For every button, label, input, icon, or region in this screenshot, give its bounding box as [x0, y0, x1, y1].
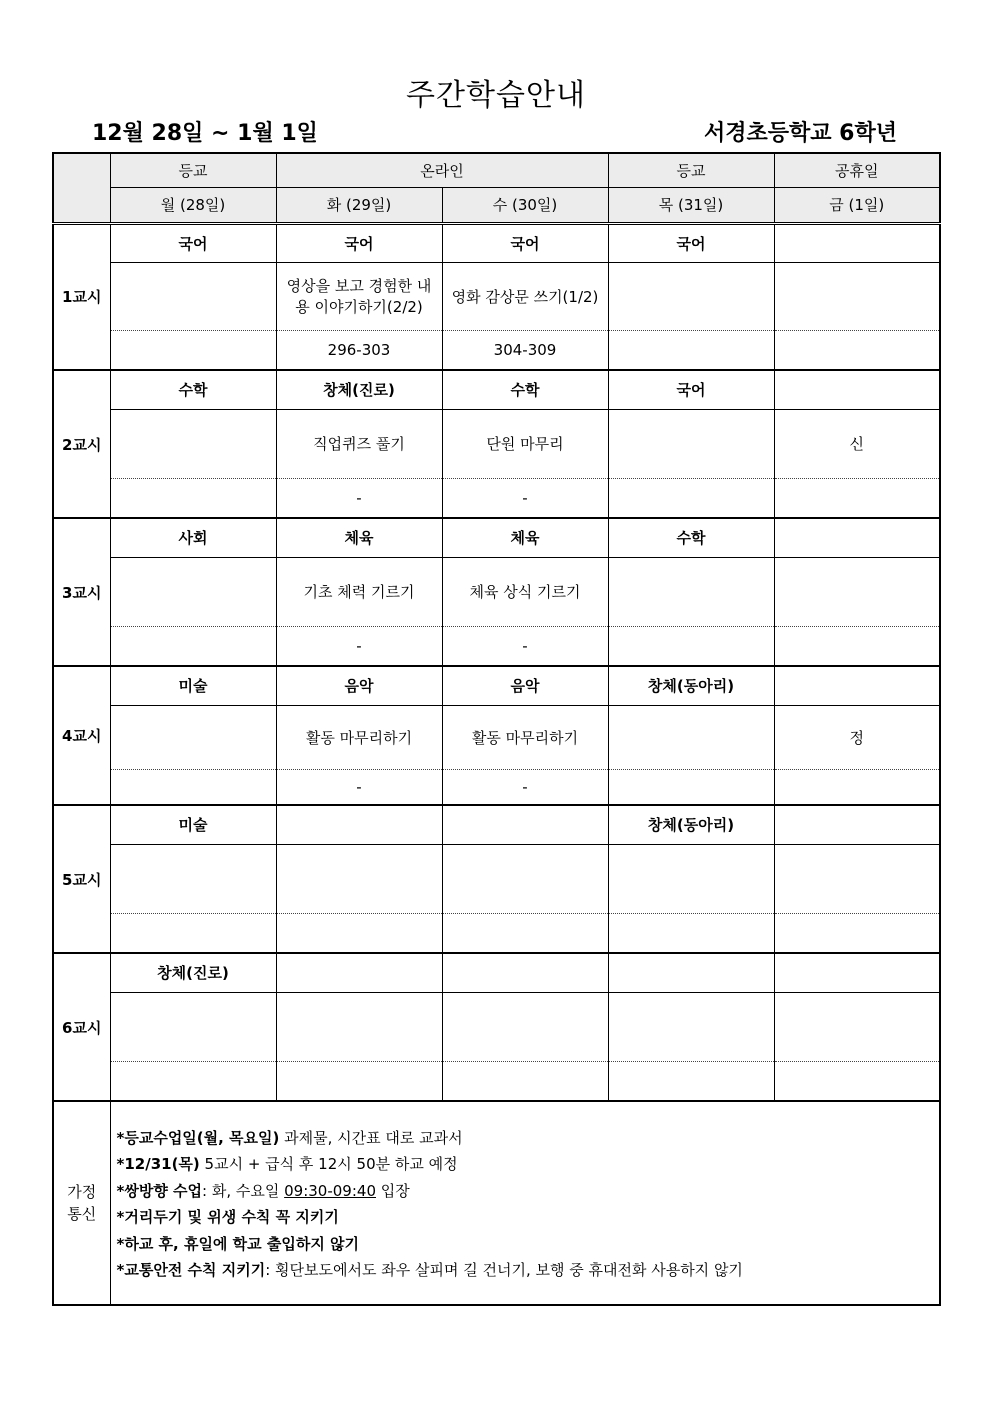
content-cell [774, 262, 940, 330]
mode-mon: 등교 [110, 153, 276, 187]
content-cell [608, 844, 774, 913]
content-cell [774, 557, 940, 626]
subject-cell: 수학 [442, 370, 608, 409]
page-cell [774, 1061, 940, 1101]
content-cell [608, 409, 774, 478]
content-cell [110, 557, 276, 626]
subject-cell: 창체(진로) [110, 953, 276, 992]
subject-cell [774, 953, 940, 992]
notice-line-text: : 횡단보도에서도 좌우 살피며 길 건너기, 보행 중 휴대전화 사용하지 않기 [265, 1261, 743, 1279]
page-cell [774, 769, 940, 805]
page-cell [774, 330, 940, 370]
page-cell [442, 1061, 608, 1101]
subject-cell: 수학 [608, 518, 774, 557]
content-cell [442, 992, 608, 1061]
content-cell [110, 992, 276, 1061]
mode-online: 온라인 [276, 153, 608, 187]
notice-line-heading: *거리두기 및 위생 수칙 꼭 지키기 [116, 1208, 339, 1226]
page-cell: - [442, 626, 608, 666]
subject-cell: 국어 [608, 370, 774, 409]
notice-line-text: 5교시 + 급식 후 12시 50분 하교 예정 [199, 1155, 458, 1173]
content-cell [276, 844, 442, 913]
page-cell: - [276, 769, 442, 805]
notice-line-heading: *쌍방향 수업 [116, 1181, 203, 1200]
day-header: 월 (28일) [110, 187, 276, 223]
page-cell [110, 330, 276, 370]
page-cell [110, 1061, 276, 1101]
content-cell [774, 992, 940, 1061]
subject-cell [276, 805, 442, 844]
page-cell [608, 478, 774, 518]
notice-line-heading: *12/31(목) [116, 1155, 200, 1173]
page-cell: - [442, 478, 608, 518]
subject-cell: 국어 [276, 223, 442, 262]
notice-line-tail: 입장 [376, 1181, 410, 1200]
notice-line-time: 09:30-09:40 [284, 1181, 376, 1200]
date-range: 12월 28일 ~ 1월 1일 [92, 121, 318, 146]
page-cell: 296-303 [276, 330, 442, 370]
subject-cell: 국어 [608, 223, 774, 262]
content-cell [608, 262, 774, 330]
subject-cell: 국어 [110, 223, 276, 262]
page-cell: - [276, 626, 442, 666]
subject-cell: 사회 [110, 518, 276, 557]
notice-line-heading: *등교수업일(월, 목요일) [116, 1128, 280, 1147]
family-notice-content [110, 1101, 940, 1305]
notice-line [117, 1231, 934, 1258]
content-cell [110, 409, 276, 478]
content-cell [276, 992, 442, 1061]
page-cell [608, 769, 774, 805]
subject-cell [774, 223, 940, 262]
content-cell: 신 [774, 409, 940, 478]
page-cell [276, 1061, 442, 1101]
page-cell [608, 913, 774, 953]
subject-cell: 미술 [110, 805, 276, 844]
subject-cell: 창체(동아리) [608, 805, 774, 844]
day-header: 수 (30일) [442, 187, 608, 223]
period-label: 1교시 [53, 223, 110, 370]
subject-cell [774, 805, 940, 844]
page-cell [110, 769, 276, 805]
content-cell: 영상을 보고 경험한 내용 이야기하기(2/2) [276, 262, 442, 330]
content-cell [608, 557, 774, 626]
notice-line-heading: *교통안전 수칙 지키기 [116, 1261, 266, 1279]
mode-fri: 공휴일 [774, 153, 940, 187]
notice-line-text: : 화, 수요일 [202, 1181, 285, 1200]
page-cell [608, 330, 774, 370]
page-cell [442, 913, 608, 953]
notice-line-text: 과제물, 시간표 대로 교과서 [279, 1128, 463, 1147]
page-cell [276, 913, 442, 953]
content-cell [442, 844, 608, 913]
notice-line [117, 1204, 934, 1231]
subject-cell [442, 953, 608, 992]
subject-cell: 국어 [442, 223, 608, 262]
page-cell [110, 626, 276, 666]
content-cell: 영화 감상문 쓰기(1/2) [442, 262, 608, 330]
day-header: 금 (1일) [774, 187, 940, 223]
content-cell: 단원 마무리 [442, 409, 608, 478]
notice-line [117, 1178, 934, 1205]
page-cell: - [442, 769, 608, 805]
page-cell [774, 478, 940, 518]
subject-cell: 체육 [442, 518, 608, 557]
subject-cell: 체육 [276, 518, 442, 557]
subject-cell: 미술 [110, 666, 276, 705]
subject-cell: 수학 [110, 370, 276, 409]
family-notice-label: 가정 통신 [53, 1101, 110, 1305]
period-label: 3교시 [53, 518, 110, 666]
content-cell: 정 [774, 705, 940, 769]
page-cell [774, 626, 940, 666]
content-cell [110, 262, 276, 330]
subject-cell: 창체(동아리) [608, 666, 774, 705]
notice-line-heading: *하교 후, 휴일에 학교 출입하지 않기 [116, 1234, 360, 1253]
content-cell [608, 705, 774, 769]
period-label: 6교시 [53, 953, 110, 1101]
page-cell [774, 913, 940, 953]
day-header: 목 (31일) [608, 187, 774, 223]
content-cell: 기초 체력 기르기 [276, 557, 442, 626]
period-label: 5교시 [53, 805, 110, 953]
content-cell [110, 844, 276, 913]
content-cell: 활동 마무리하기 [276, 705, 442, 769]
content-cell [608, 992, 774, 1061]
page-cell [110, 913, 276, 953]
subject-cell: 음악 [276, 666, 442, 705]
notice-line [117, 1151, 934, 1178]
school-name: 서경초등학교 6학년 [704, 121, 897, 146]
content-cell [110, 705, 276, 769]
subject-cell [774, 518, 940, 557]
page-cell [608, 626, 774, 666]
subject-cell [774, 370, 940, 409]
content-cell: 체육 상식 기르기 [442, 557, 608, 626]
subject-cell [774, 666, 940, 705]
weekly-schedule-table [52, 152, 941, 1306]
period-label: 2교시 [53, 370, 110, 518]
content-cell [774, 844, 940, 913]
mode-thu: 등교 [608, 153, 774, 187]
header-corner [53, 153, 110, 223]
content-cell: 활동 마무리하기 [442, 705, 608, 769]
subject-cell [442, 805, 608, 844]
page-cell [110, 478, 276, 518]
notice-line [117, 1257, 934, 1284]
page-cell: - [276, 478, 442, 518]
subject-cell: 창체(진로) [276, 370, 442, 409]
period-label: 4교시 [53, 666, 110, 805]
subject-cell [608, 953, 774, 992]
day-header: 화 (29일) [276, 187, 442, 223]
content-cell: 직업퀴즈 풀기 [276, 409, 442, 478]
page-cell [608, 1061, 774, 1101]
page-title: 주간학습안내 [406, 78, 586, 113]
subject-cell: 음악 [442, 666, 608, 705]
subject-cell [276, 953, 442, 992]
notice-line [117, 1125, 934, 1152]
page-cell: 304-309 [442, 330, 608, 370]
